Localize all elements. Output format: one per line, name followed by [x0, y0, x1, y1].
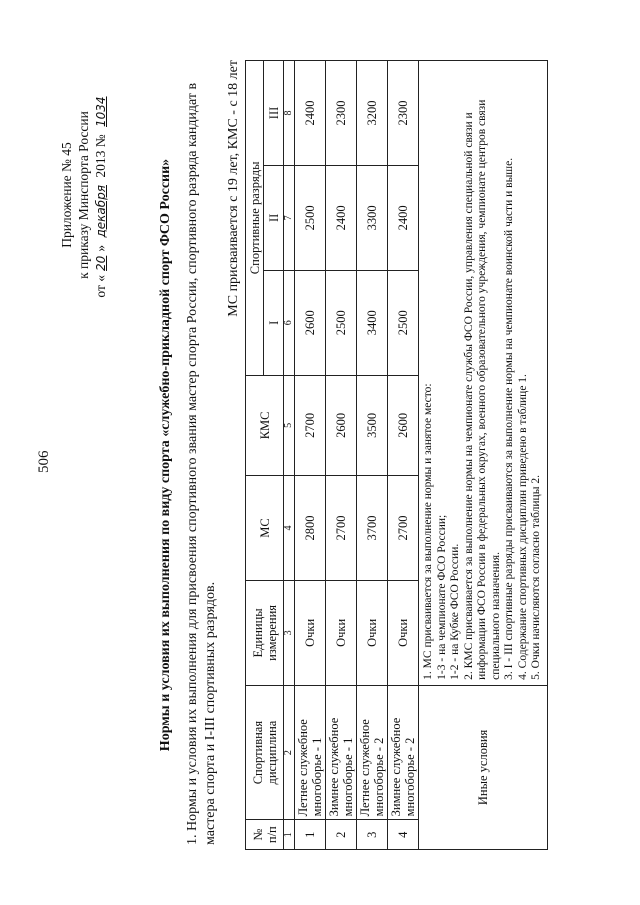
- row-unit: Очки: [326, 580, 357, 685]
- table-row: [388, 61, 419, 850]
- col-number: 1: [284, 820, 295, 850]
- row-grade-3: 2400: [295, 61, 326, 166]
- row-grade-3: 2300: [388, 61, 419, 166]
- condition-line: 5. Очки начисляются согласно таблицы 2.: [530, 475, 542, 680]
- appendix-order-ref: к приказу Минспорта России: [76, 111, 91, 279]
- row-ms: 2700: [326, 476, 357, 581]
- condition-line: 4. Содержание спортивных дисциплин приведено в таблице 1.: [516, 374, 529, 680]
- page-number: 506: [36, 450, 52, 473]
- col-number: 2: [284, 685, 295, 820]
- intro-paragraph: 1. Нормы и условия их выполнения для присвоения спортивного звания мастер спорта России, спортивного разряда кандидат в мастера спорта и I-III спортивных разрядов.: [185, 82, 218, 845]
- row-grade-3: 3200: [357, 61, 388, 166]
- row-grade-1: 2500: [388, 270, 419, 375]
- col-number: 5: [284, 375, 295, 475]
- table-row: [326, 61, 357, 850]
- header-kms: КМС: [246, 375, 284, 475]
- table-row: [357, 61, 388, 850]
- row-num: 3: [357, 820, 388, 850]
- row-kms: 2600: [326, 375, 357, 475]
- row-discipline: Зимнее служебное многоборье - 2: [388, 685, 419, 820]
- col-number: 7: [284, 165, 295, 270]
- handwritten-order-number: 1034: [94, 96, 108, 127]
- row-ms: 2700: [388, 476, 419, 581]
- document-title: Нормы и условия их выполнения по виду спорта «служебно-прикладной спорт ФСО России»: [158, 158, 173, 752]
- age-requirement-note: МС присваивается с 19 лет, КМС - с 18 лет: [226, 60, 241, 317]
- header-grade-2: II: [264, 165, 284, 270]
- row-grade-1: 2500: [326, 270, 357, 375]
- row-grade-1: 2600: [295, 270, 326, 375]
- row-num: 1: [295, 820, 326, 850]
- condition-line: 1. МС присваивается за выполнение нормы и занятое место:: [422, 383, 434, 680]
- appendix-header: [58, 45, 110, 345]
- col-number: 8: [284, 61, 295, 166]
- handwritten-day: 20: [94, 255, 108, 271]
- row-kms: 3500: [357, 375, 388, 475]
- header-grade-3: III: [264, 61, 284, 166]
- other-conditions-label: Иные условия: [419, 685, 548, 849]
- row-unit: Очки: [295, 580, 326, 685]
- appendix-title: Приложение № 45: [59, 142, 74, 248]
- header-grade-1: I: [264, 270, 284, 375]
- header-discipline: Спортивная дисциплина: [246, 685, 284, 820]
- condition-line: 2. КМС присваивается за выполнение нормы на чемпионате службы ФСО России, управления специальной связи и информации ФСО России в федеральных округах, военного образовательного учреждения, чемпионате центров связи специального назначения.: [462, 99, 502, 680]
- other-conditions-text: [419, 61, 548, 686]
- row-grade-1: 3400: [357, 270, 388, 375]
- row-grade-2: 3300: [357, 165, 388, 270]
- header-ms: МС: [246, 476, 284, 581]
- row-grade-2: 2400: [388, 165, 419, 270]
- row-grade-2: 2500: [295, 165, 326, 270]
- row-discipline: Летнее служебное многоборье - 1: [295, 685, 326, 820]
- condition-line: 3. I - III спортивные разряды присваиваются за выполнение нормы на чемпионате воинской части и выше.: [503, 157, 515, 680]
- row-unit: Очки: [357, 580, 388, 685]
- table-row: [295, 61, 326, 850]
- other-conditions-row: [419, 61, 548, 850]
- norms-table: [245, 60, 548, 850]
- col-number: 6: [284, 270, 295, 375]
- header-grades: Спортивные разряды: [246, 61, 264, 376]
- condition-line: 1-3 - на чемпионате ФСО России;: [435, 514, 448, 680]
- condition-line: 1-2 - на Кубке ФСО России.: [449, 543, 461, 680]
- appendix-date-line: от «20» декабря 2013 № 1034: [92, 45, 110, 345]
- row-kms: 2600: [388, 375, 419, 475]
- row-grade-2: 2400: [326, 165, 357, 270]
- header-num: № п/п: [246, 820, 284, 850]
- row-grade-3: 2300: [326, 61, 357, 166]
- row-unit: Очки: [388, 580, 419, 685]
- col-number: 4: [284, 476, 295, 581]
- col-number: 3: [284, 580, 295, 685]
- row-ms: 3700: [357, 476, 388, 581]
- handwritten-month: декабря: [94, 185, 108, 238]
- header-unit: Единицы измерения: [246, 580, 284, 685]
- row-kms: 2700: [295, 375, 326, 475]
- row-num: 4: [388, 820, 419, 850]
- row-num: 2: [326, 820, 357, 850]
- row-discipline: Зимнее служебное многоборье - 1: [326, 685, 357, 820]
- row-ms: 2800: [295, 476, 326, 581]
- row-discipline: Летнее служебное многоборье - 2: [357, 685, 388, 820]
